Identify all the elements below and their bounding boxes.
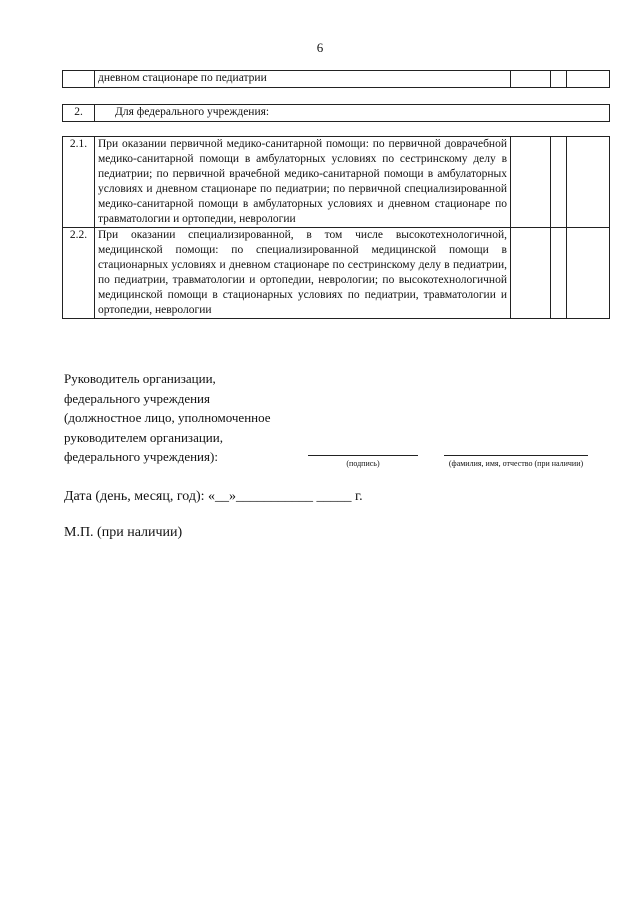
signature-caption: (подпись) bbox=[346, 459, 380, 468]
section-number: 2. bbox=[63, 105, 95, 122]
section-header-table bbox=[62, 104, 610, 122]
item-number: 2.1. bbox=[63, 137, 95, 228]
table-row bbox=[63, 228, 610, 319]
signatory-label bbox=[64, 369, 271, 467]
date-suffix: г. bbox=[355, 489, 363, 504]
date-day-blank: __ bbox=[215, 489, 230, 504]
continuation-text: дневном стационаре по педиатрии bbox=[95, 71, 511, 88]
date-year-blank: _____ bbox=[316, 489, 352, 504]
table-row bbox=[63, 71, 610, 88]
empty-cell bbox=[511, 71, 551, 88]
empty-cell bbox=[567, 71, 610, 88]
empty-cell bbox=[551, 137, 567, 228]
date-line bbox=[64, 489, 363, 505]
signature-line bbox=[308, 455, 418, 456]
empty-cell bbox=[511, 137, 551, 228]
continuation-table bbox=[62, 70, 610, 88]
empty-cell bbox=[511, 228, 551, 319]
signatory-label-line: Руководитель организации, bbox=[64, 371, 216, 386]
empty-cell bbox=[63, 71, 95, 88]
item-number: 2.2. bbox=[63, 228, 95, 319]
section-title: Для федерального учреждения: bbox=[95, 105, 610, 122]
stamp-placeholder: М.П. (при наличии) bbox=[64, 525, 183, 540]
table-row bbox=[63, 137, 610, 228]
date-month-blank: ___________ bbox=[236, 489, 314, 504]
signatory-label-line: федерального учреждения bbox=[64, 390, 210, 406]
name-caption: (фамилия, имя, отчество (при наличии) bbox=[448, 459, 584, 468]
signatory-label-line: (должностное лицо, уполномоченное bbox=[64, 410, 271, 425]
date-close-quote: » bbox=[229, 489, 237, 504]
empty-cell bbox=[567, 228, 610, 319]
empty-cell bbox=[551, 71, 567, 88]
empty-cell bbox=[551, 228, 567, 319]
page-number: 6 bbox=[316, 40, 324, 55]
signatory-label-line: федерального учреждения): bbox=[64, 449, 218, 464]
name-line bbox=[444, 455, 588, 456]
table-row bbox=[63, 105, 610, 122]
items-table bbox=[62, 136, 610, 319]
date-label: Дата (день, месяц, год): « bbox=[64, 489, 216, 504]
signatory-label-line: руководителем организации, bbox=[64, 429, 223, 445]
item-text: При оказании специализированной, в том числе высокотехнологичной, медицинской помощи: по специализированной медицинской помощи в стационарных условиях и дневном стационаре по сестринскому делу в педиатрии, по педиатрии, травматологии и ортопедии, неврологии; по высокотехнологичной медицинской помощи в стационарных условиях по педиатрии, травматологии и ортопедии, неврологии bbox=[95, 228, 511, 319]
item-text: При оказании первичной медико-санитарной помощи: по первичной доврачебной медико-санитарной помощи в амбулаторных условиях по сестринскому делу в педиатрии; по первичной врачебной медико-санитарной помощи в амбулаторных условиях и дневном стационаре по педиатрии; по первичной специализированной медико-санитарной помощи в амбулаторных условиях и дневном стационаре по травматологии и ортопедии, неврологии bbox=[95, 137, 511, 228]
empty-cell bbox=[567, 137, 610, 228]
